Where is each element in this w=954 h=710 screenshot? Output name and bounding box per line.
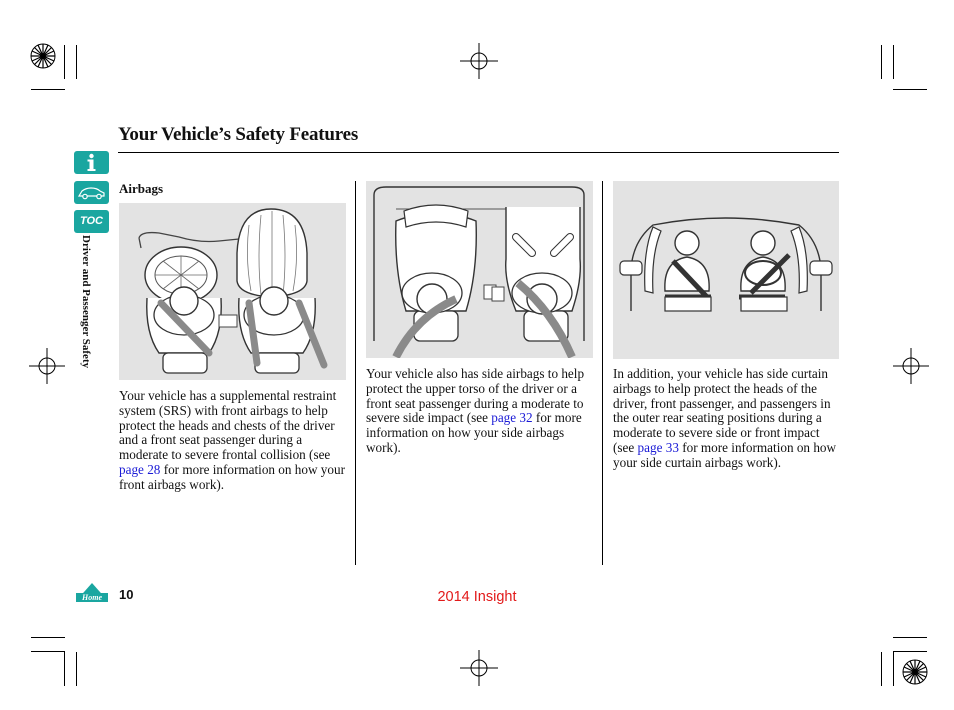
column-2-text: Your vehicle also has side airbags to help protect the upper torso of the driver or a front seat passenger during a moderate to severe side impact (see page 32 for more information on how your side airbags work). [366,366,585,455]
home-label: Home [82,593,102,602]
section-side-label: Driver and Passenger Safety [80,235,92,369]
front-airbags-illustration [119,203,346,380]
car-icon [74,181,109,204]
registration-crosshair-left [29,348,65,384]
column-divider-1 [355,181,356,565]
page-title: Your Vehicle’s Safety Features [118,124,359,145]
info-icon [74,151,109,174]
section-heading: Airbags [119,181,164,196]
page-32-link[interactable]: page 32 [491,410,533,426]
footer-model-title: 2014 Insight [437,589,517,605]
column-1-text: Your vehicle has a supplemental restraint system (SRS) with front airbags to help protect the heads and chests of the driver and a front seat passenger during a moderate to severe frontal collision (see page 28 for more information on how your front airbags work). [119,388,345,492]
info-tab[interactable] [74,151,109,174]
registration-crosshair-right [893,348,929,384]
page-28-link[interactable]: page 28 [119,461,161,477]
registration-crosshair-top [460,43,498,79]
column-divider-2 [602,181,603,565]
title-divider [118,152,839,153]
registration-crosshair-bottom [460,650,498,686]
toc-label: TOC [79,215,104,227]
starburst-mark-bottom-right [902,659,928,685]
vehicle-tab[interactable] [74,181,109,204]
page-number: 10 [119,587,134,602]
side-curtain-airbags-illustration [613,181,839,359]
column-3-text: In addition, your vehicle has side curtain airbags to help protect the heads of the driver, front passenger, and passengers in the outer rear seating positions during a moderate to severe side or front impact (see page 33 for more information on how your side curtain airbags work). [613,366,837,470]
page-33-link[interactable]: page 33 [637,439,679,455]
starburst-mark-top-left [30,43,56,69]
side-airbags-illustration [366,181,593,358]
toc-tab[interactable] [74,210,109,233]
